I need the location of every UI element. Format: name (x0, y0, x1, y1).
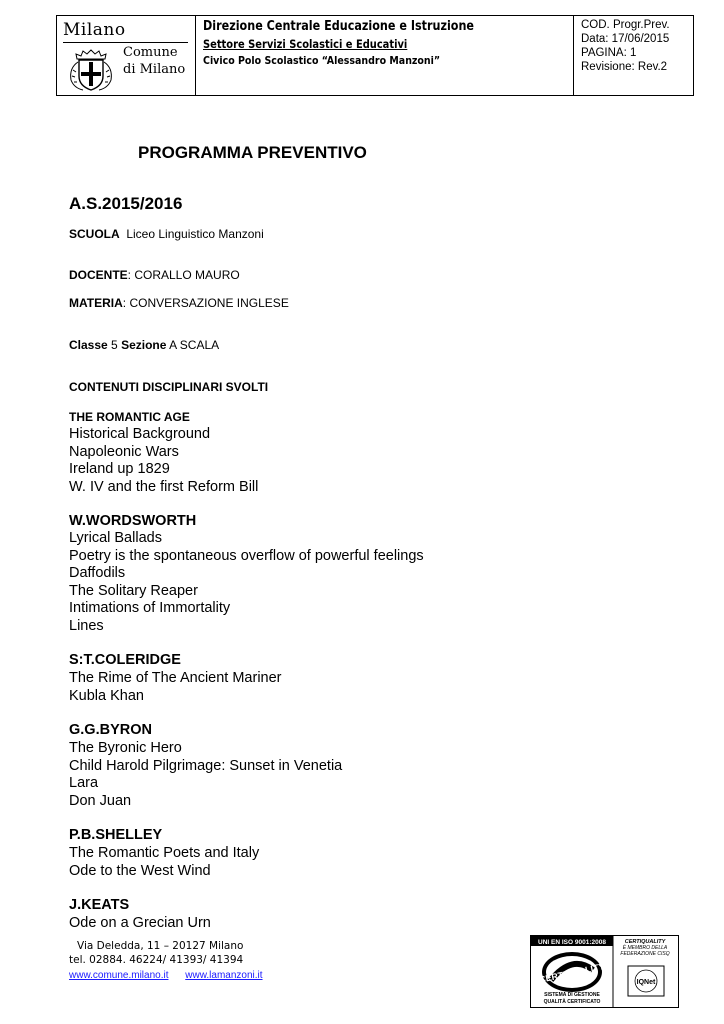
svg-text:SISTEMA DI GESTIONE: SISTEMA DI GESTIONE (544, 992, 600, 998)
list-item: Ireland up 1829 (69, 461, 170, 478)
document-header (56, 15, 694, 96)
logo-cell (57, 16, 196, 95)
list-item: The Rime of The Ancient Mariner (69, 670, 282, 686)
footer-address: Via Deledda, 11 – 20127 Milano (77, 940, 244, 952)
list-item: The Byronic Hero (69, 740, 182, 756)
svg-text:QUALITÀ CERTIFICATO: QUALITÀ CERTIFICATO (543, 999, 601, 1005)
list-item: Daffodils (69, 565, 126, 582)
list-item: The Romantic Poets and Italy (69, 845, 260, 861)
directorate-subtitle: Settore Servizi Scolastici e Educativi (203, 37, 408, 51)
svg-text:FEDERAZIONE CISQ: FEDERAZIONE CISQ (620, 951, 670, 957)
list-item: Kubla Khan (69, 687, 144, 704)
docente-line: DOCENTE: CORALLO MAURO (69, 268, 240, 282)
list-item: Lara (69, 775, 99, 792)
directorate-cell (195, 16, 574, 95)
wordsworth-list (69, 530, 424, 636)
svg-text:IQNet: IQNet (636, 979, 656, 986)
page-title: PROGRAMMA PREVENTIVO (138, 143, 367, 162)
footer-telephone: tel. 02884. 46224/ 41393/ 41394 (69, 954, 244, 966)
shelley-list (69, 845, 259, 880)
comune-di-milano-label: Comune di Milano (123, 45, 186, 77)
comune-website-link[interactable]: www.comune.milano.it (69, 970, 169, 981)
certiquality-seal-icon (531, 936, 678, 1007)
certiquality-badge (530, 935, 679, 1008)
doc-page: PAGINA: 1 (581, 47, 637, 59)
materia-line: MATERIA: CONVERSAZIONE INGLESE (69, 296, 289, 310)
scuola-line: SCUOLA Liceo Linguistico Manzoni (69, 227, 264, 241)
doc-code: COD. Progr.Prev. (581, 19, 670, 31)
coleridge-list (69, 670, 282, 705)
list-item: Child Harold Pilgrimage: Sunset in Venetia (69, 757, 343, 774)
doc-revision: Revisione: Rev.2 (581, 61, 668, 73)
author-heading-shelley: P.B.SHELLEY (69, 827, 163, 843)
author-heading-wordsworth: W.WORDSWORTH (69, 513, 197, 529)
directorate-title: Direzione Centrale Educazione e Istruzione (203, 19, 475, 34)
school-website-link[interactable]: www.lamanzoni.it (185, 970, 263, 981)
footer-links (69, 970, 277, 981)
list-item: Poetry is the spontaneous overflow of powerful feelings (69, 547, 424, 564)
list-item: W. IV and the first Reform Bill (69, 478, 259, 495)
svg-text:UNI EN ISO 9001:2008: UNI EN ISO 9001:2008 (538, 939, 606, 946)
byron-list (69, 740, 342, 810)
list-item: Napoleonic Wars (69, 443, 179, 460)
logo-divider (63, 42, 188, 43)
doc-date: Data: 17/06/2015 (581, 33, 670, 45)
romantic-age-heading: THE ROMANTIC AGE (69, 410, 190, 424)
svg-text:CERTIQUALITY: CERTIQUALITY (538, 961, 606, 985)
author-heading-byron: G.G.BYRON (69, 722, 152, 738)
list-item: Historical Background (69, 426, 211, 442)
list-item: Lyrical Ballads (69, 530, 162, 546)
romantic-age-list (69, 426, 258, 496)
list-item: Ode to the West Wind (69, 862, 211, 879)
list-item: The Solitary Reaper (69, 582, 198, 599)
document-meta-cell (573, 16, 693, 95)
list-item: Ode on a Grecian Urn (69, 915, 211, 931)
author-heading-coleridge: S:T.COLERIDGE (69, 652, 181, 668)
school-year: A.S.2015/2016 (69, 194, 183, 213)
list-item: Intimations of Immortality (69, 600, 231, 617)
classe-line: Classe 5 Sezione A SCALA (69, 338, 220, 352)
school-name: Civico Polo Scolastico “Alessandro Manzoni” (203, 54, 441, 67)
svg-text:È MEMBRO DELLA: È MEMBRO DELLA (622, 945, 668, 951)
svg-text:CERTIQUALITY: CERTIQUALITY (624, 939, 666, 945)
author-heading-keats: J.KEATS (69, 897, 130, 913)
keats-list (69, 915, 211, 933)
milano-logo-word: Milano (63, 20, 126, 40)
list-item: Lines (69, 617, 104, 634)
coat-of-arms-icon (65, 48, 117, 92)
contenuti-heading: CONTENUTI DISCIPLINARI SVOLTI (69, 380, 269, 394)
list-item: Don Juan (69, 792, 132, 809)
